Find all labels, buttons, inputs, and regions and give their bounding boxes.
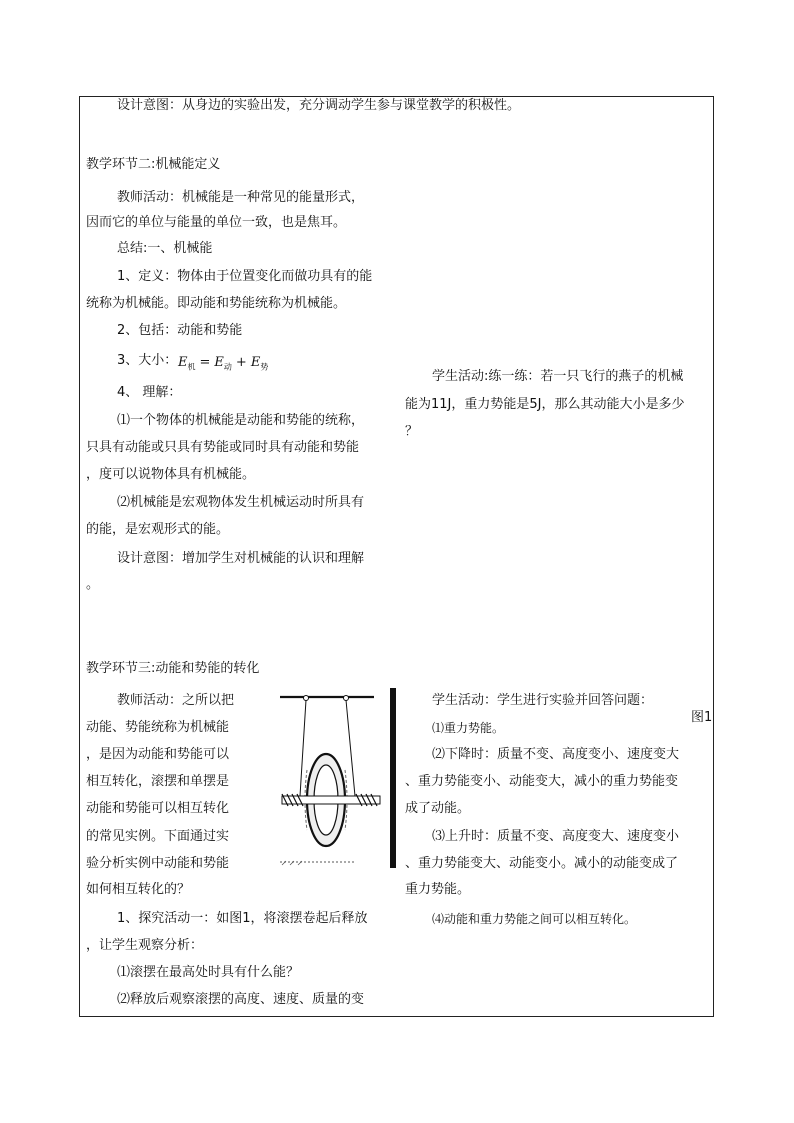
student-practice-line3: ？: [405, 424, 419, 439]
answer4: ⑷动能和重力势能之间可以相互转化。: [432, 912, 637, 926]
explore-line2: ，让学生观察分析：: [86, 938, 204, 953]
design-intent-2-line2: 。: [86, 577, 100, 592]
student-experiment: 学生活动：学生进行实验并回答问题：: [432, 693, 654, 708]
maxwell-wheel-figure: [276, 688, 396, 870]
answer2-line2: 、重力势能变小、动能变大，减小的重力势能变: [405, 774, 679, 789]
teacher-activity-3-line8: 如何相互转化的？: [86, 882, 191, 897]
teacher-activity-3-line3: ，是因为动能和势能可以: [86, 747, 230, 762]
design-intent-2-line1: 设计意图：增加学生对机械能的认识和理解: [117, 551, 365, 566]
mechanical-energy-formula: $E_机 = E_动 + E_势$: [178, 355, 269, 372]
teacher-activity-3-line6: 的常见实例。下面通过实: [86, 829, 230, 844]
teacher-activity-2-line1: 教师活动：机械能是一种常见的能量形式，: [117, 190, 365, 205]
point1-line2: 只具有动能或只具有势能或同时具有动能和势能: [86, 440, 360, 455]
answer1: ⑴重力势能。: [432, 721, 505, 735]
summary-title: 总结:一、机械能: [117, 241, 213, 256]
answer2-line3: 成了动能。: [405, 801, 471, 816]
design-intent-1: 设计意图：从身边的实验出发，充分调动学生参与课堂教学的积极性。: [117, 98, 521, 113]
answer3-line1: ⑶上升时：质量不变、高度变大、速度变小: [432, 829, 680, 844]
question1: ⑴滚摆在最高处时具有什么能？: [117, 965, 300, 980]
includes-text: 2、包括：动能和势能: [117, 323, 243, 338]
teacher-activity-3-line1: 教师活动：之所以把: [117, 693, 235, 708]
answer2-line1: ⑵下降时：质量不变、高度变小、速度变大: [432, 747, 680, 762]
teacher-activity-3-line7: 验分析实例中动能和势能: [86, 856, 230, 871]
point1-line3: ，度可以说物体具有机械能。: [86, 467, 256, 482]
teacher-activity-3-line5: 动能和势能可以相互转化: [86, 801, 230, 816]
point1-line1: ⑴一个物体的机械能是动能和势能的统称，: [117, 413, 365, 428]
section2-title: 教学环节二:机械能定义: [86, 157, 221, 172]
teacher-activity-3-line2: 动能、势能统称为机械能: [86, 720, 230, 735]
student-practice-line2: 能为11J，重力势能是5J，那么其动能大小是多少: [405, 397, 685, 412]
definition-line1: 1、定义：物体由于位置变化而做功具有的能: [117, 269, 373, 284]
answer3-line3: 重力势能。: [405, 882, 471, 897]
answer3-line2: 、重力势能变大、动能变小。减小的动能变成了: [405, 856, 679, 871]
explore-line1: 1、探究活动一：如图1，将滚摆卷起后释放: [117, 911, 368, 926]
understanding-title: 4、 理解：: [117, 385, 182, 400]
point2-line2: 的能，是宏观形式的能。: [86, 522, 230, 537]
size-label: 3、大小：: [117, 353, 178, 368]
section3-title: 教学环节三:动能和势能的转化: [86, 661, 260, 676]
student-practice-line1: 学生活动:练一练：若一只飞行的燕子的机械: [432, 369, 684, 384]
definition-line2: 统称为机械能。即动能和势能统称为机械能。: [86, 296, 347, 311]
teacher-activity-2-line2: 因而它的单位与能量的单位一致，也是焦耳。: [86, 215, 347, 230]
figure-label: 图1: [691, 710, 713, 725]
teacher-activity-3-line4: 相互转化，滚摆和单摆是: [86, 774, 230, 789]
question2: ⑵释放后观察滚摆的高度、速度、质量的变: [117, 992, 365, 1007]
point2-line1: ⑵机械能是宏观物体发生机械运动时所具有: [117, 495, 365, 510]
